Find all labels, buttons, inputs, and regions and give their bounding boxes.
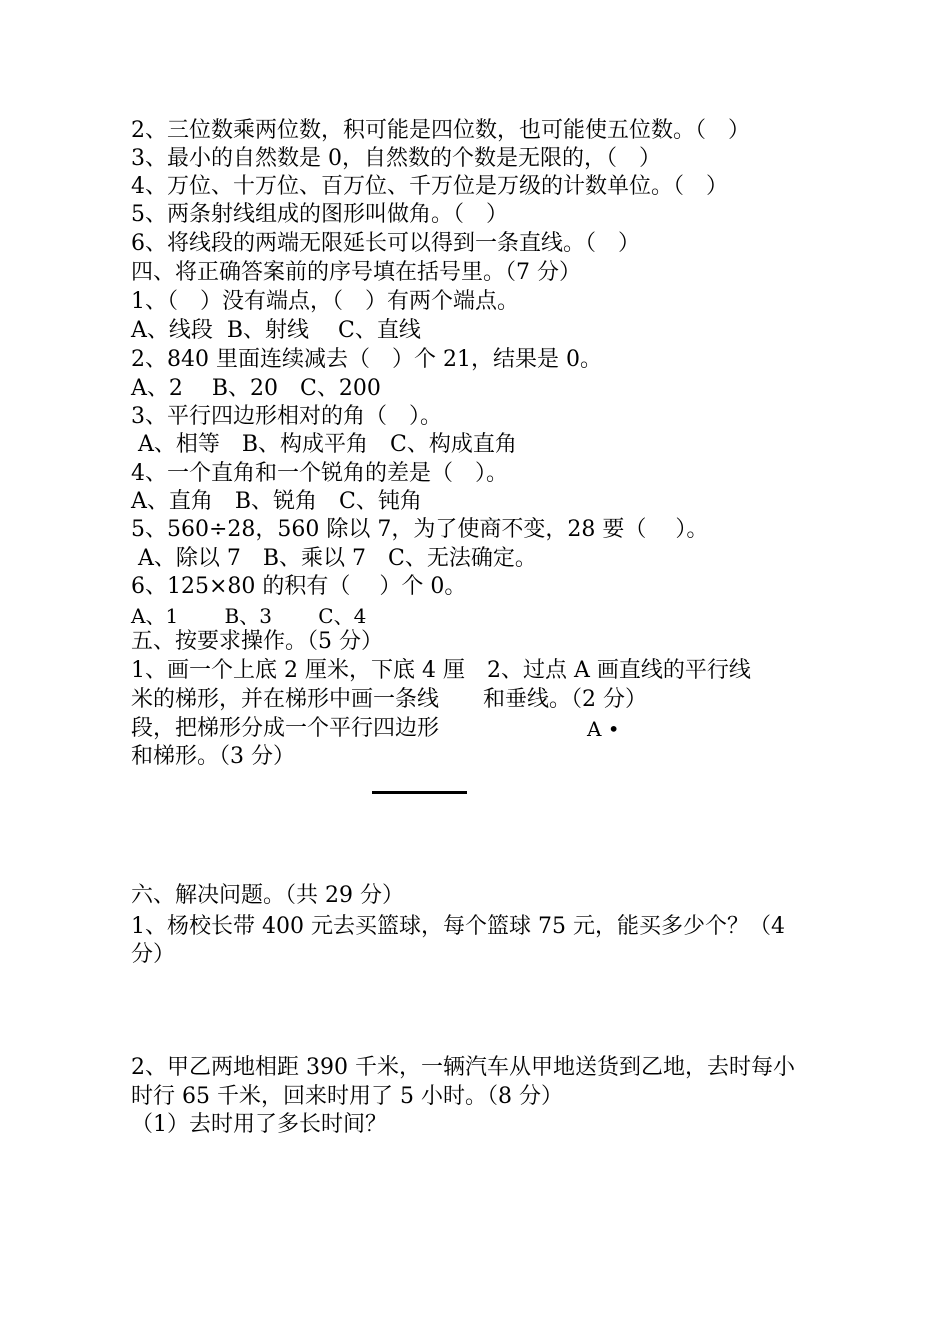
- choice-question-5: 5、560÷28，560 除以 7，为了使商不变，28 要（ ）。: [131, 517, 709, 542]
- choice-options-6: A、1 B、3 C、4: [131, 604, 367, 628]
- choice-options-1: A、线段 B、射线 C、直线: [131, 318, 421, 343]
- problem-2-line-2: 时行 65 千米，回来时用了 5 小时。（8 分）: [131, 1084, 563, 1109]
- choice-options-3: A、相等 B、构成平角 C、构成直角: [131, 432, 517, 457]
- choice-question-3: 3、平行四边形相对的角（ ）。: [131, 404, 442, 429]
- choice-options-2: A、2 B、20 C、200: [131, 376, 381, 401]
- operation-task-line-1: 1、画一个上底 2 厘米，下底 4 厘 2、过点 A 画直线的平行线: [131, 658, 751, 683]
- true-false-item-3: 3、最小的自然数是 0，自然数的个数是无限的，（ ）: [131, 146, 661, 171]
- true-false-item-4: 4、万位、十万位、百万位、千万位是万级的计数单位。（ ）: [131, 174, 728, 199]
- choice-options-5: A、除以 7 B、乘以 7 C、无法确定。: [131, 546, 537, 571]
- choice-question-1: 1、（ ）没有端点，（ ）有两个端点。: [131, 289, 519, 314]
- problem-2-line-1: 2、甲乙两地相距 390 千米，一辆汽车从甲地送货到乙地，去时每小: [131, 1055, 795, 1080]
- true-false-item-2: 2、三位数乘两位数，积可能是四位数，也可能使五位数。（ ）: [131, 118, 750, 143]
- operation-task-line-2: 米的梯形，并在梯形中画一条线 和垂线。（2 分）: [131, 687, 647, 712]
- choice-options-4: A、直角 B、锐角 C、钝角: [131, 489, 422, 514]
- problem-1-line-2: 分）: [131, 942, 176, 967]
- straight-line-segment: [372, 791, 467, 794]
- operation-task-line-4: 和梯形。（3 分）: [131, 744, 295, 769]
- operation-task-line-3: 段，把梯形分成一个平行四边形: [131, 716, 440, 741]
- section-6-heading: 六、解决问题。（共 29 分）: [131, 883, 404, 908]
- choice-question-2: 2、840 里面连续减去（ ）个 21，结果是 0。: [131, 347, 602, 372]
- section-5-heading: 五、按要求操作。（5 分）: [131, 629, 383, 654]
- problem-2-subquestion-1: （1）去时用了多长时间？: [131, 1112, 387, 1137]
- problem-1-line-1: 1、杨校长带 400 元去买篮球，每个篮球 75 元，能买多少个？（4: [131, 914, 785, 939]
- choice-question-6: 6、125×80 的积有（ ）个 0。: [131, 574, 467, 599]
- section-4-heading: 四、将正确答案前的序号填在括号里。（7 分）: [131, 260, 581, 285]
- choice-question-4: 4、一个直角和一个锐角的差是（ ）。: [131, 461, 508, 486]
- point-a-label: A •: [587, 717, 620, 741]
- true-false-item-6: 6、将线段的两端无限延长可以得到一条直线。（ ）: [131, 231, 640, 256]
- true-false-item-5: 5、两条射线组成的图形叫做角。（ ）: [131, 202, 508, 227]
